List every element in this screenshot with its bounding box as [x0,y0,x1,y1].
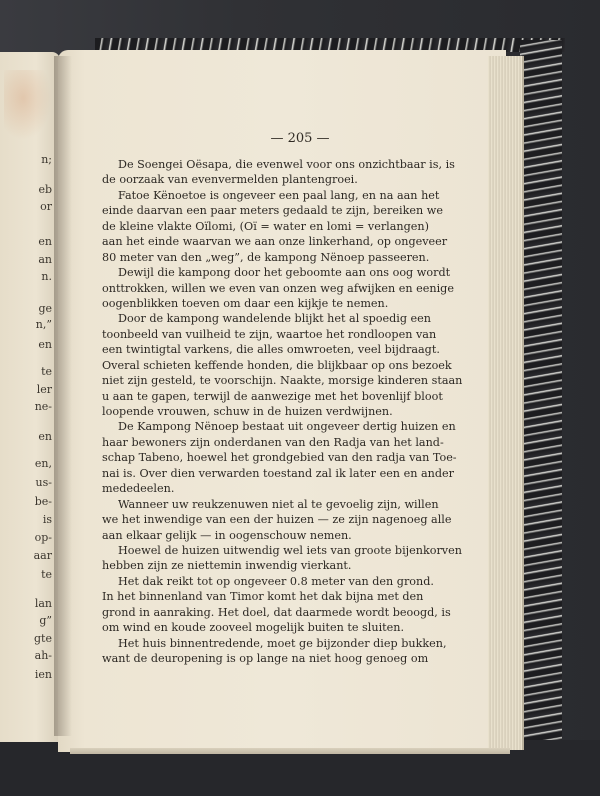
body-text [102,157,463,666]
text-line: u aan te gapen, terwijl de aanwezige met het bovenlijf bloot [102,389,443,403]
left-page-fragment: en [38,430,52,443]
text-line: toonbeeld van vuilheid te zijn, waartoe het rondloopen van [102,327,437,341]
left-page-fragment: en, [34,457,52,470]
text-line: Het dak reikt tot op ongeveer 0.8 meter van den grond. [118,574,434,588]
left-page-fragment: g” [39,614,52,627]
text-line: nai is. Over dien verwarden toestand zal ik later een en ander [102,466,454,480]
left-page-fragment: ge [38,302,52,315]
text-line: want de deuropening is op lange na niet hoog genoeg om [102,652,429,665]
text-line: onttrokken, willen we even van onzen weg afwijken en eenige [102,281,454,295]
left-page-fragment: us- [35,476,52,489]
text-line: hebben zijn ze niettemin inwendig vierkant. [102,559,352,573]
page-number: — 205 — [270,131,330,146]
text-line: mededeelen. [102,482,175,496]
text-line: Wanneer uw reukzenuwen niet al te gevoelig zijn, willen [118,497,439,511]
left-page-fragment: te [41,568,52,581]
text-line: aan elkaar gelijk — in oogenschouw nemen. [102,528,352,542]
text-line: Hoewel de huizen uitwendig wel iets van groote bijenkorven [118,543,462,557]
left-page-fragment: ah- [34,649,52,662]
page-bottom-edge [70,748,510,754]
left-page-fragment: aar [33,549,52,562]
text-line: Door de kampong wandelende blijkt het al spoedig een [118,312,431,326]
text-line: Dewijl die kampong door het geboomte aan ons oog wordt [118,266,451,280]
text-line: niet zijn gesteld, te voorschijn. Naakte, morsige kinderen staan [102,374,463,388]
left-page-fragment: en [38,338,52,351]
text-line: oogenblikken toeven om daar een kijkje te nemen. [102,296,389,310]
text-line: Overal schieten keffende honden, die blijkbaar op ons bezoek [102,358,452,372]
left-page-fragment: an [38,253,52,266]
left-page-fragment: ne- [34,400,52,413]
left-page [0,52,60,742]
spine-shadow [54,56,72,736]
text-line: In het binnenland van Timor komt het dak bijna met den [102,590,424,604]
page-block-edges [488,56,524,750]
text-line: grond in aanraking. Het doel, dat daarmede wordt beoogd, is [102,605,451,619]
left-page-fragment: ien [34,668,52,681]
left-page-fragment: ler [36,383,52,396]
text-line: we het inwendige van een der huizen — ze zijn nagenoeg alle [102,513,452,527]
text-line: haar bewoners zijn onderdanen van den Radja van het land- [102,435,444,449]
text-line: een twintigtal varkens, die alles omwroeten, veel bijdraagt. [102,343,440,357]
left-page-fragment: en [38,235,52,248]
left-page-fragment: n. [41,270,52,283]
left-page-fragment: gte [34,632,52,645]
text-line: De Soengei Oësapa, die evenwel voor ons onzichtbaar is, is [118,158,455,171]
left-page-fragment: op- [34,531,52,544]
left-page-fragment: te [41,365,52,378]
left-page-fragment: lan [34,597,52,610]
left-page-fragment: n,” [35,318,52,331]
text-line: om wind en koude zooveel mogelijk buiten te sluiten. [102,621,405,635]
text-line: de oorzaak van evenvermelden plantengroei. [102,173,358,187]
left-page-fragment: or [40,200,52,213]
text-line: de kleine vlakte Oïlomi, (Oï = water en lomi = verlangen) [102,219,429,233]
text-line: loopende vrouwen, schuw in de huizen verdwijnen. [102,405,393,418]
left-page-fragment: be- [34,495,52,508]
text-line: Fatoe Kënoetoe is ongeveer een paal lang, en na aan het [118,188,440,202]
left-page-fragment: n; [41,153,52,166]
text-line: aan het einde waarvan we aan onze linkerhand, op ongeveer [102,235,448,249]
text-line: schap Tabeno, hoewel het grondgebied van den radja van Toe- [102,451,457,465]
page-stain [4,70,52,140]
left-page-fragment: is [42,513,52,526]
text-line: einde daarvan een paar meters gedaald te zijn, bereiken we [102,204,443,218]
text-line: De Kampong Nënoep bestaat uit ongeveer dertig huizen en [118,420,456,434]
text-line: Het huis binnentredende, moet ge bijzonder diep bukken, [118,636,447,650]
left-page-fragment: eb [38,183,52,196]
text-line: 80 meter van den „weg”, de kampong Nënoep passeeren. [102,250,430,264]
